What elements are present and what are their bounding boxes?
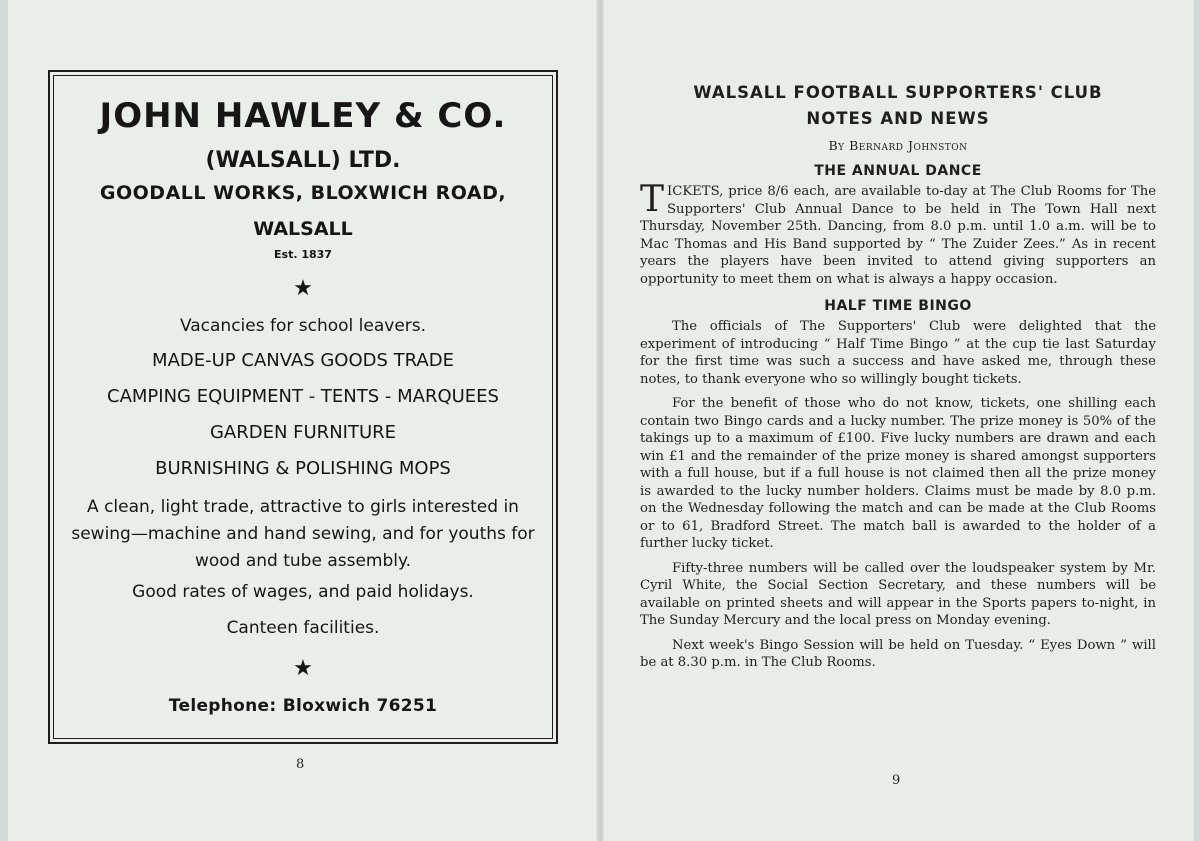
- article-header-line1: WALSALL FOOTBALL SUPPORTERS' CLUB: [693, 83, 1103, 102]
- section-title-half-time-bingo: HALF TIME BINGO: [824, 298, 972, 314]
- ad-line-vacancies: Vacancies for school leavers.: [179, 316, 427, 336]
- ad-line-camping: CAMPING EQUIPMENT - TENTS - MARQUEES: [107, 386, 499, 407]
- company-address: GOODALL WORKS, BLOXWICH ROAD,: [99, 182, 507, 204]
- section-annual-dance-text: [640, 179, 1156, 288]
- advertisement-inner: [53, 75, 553, 739]
- ad-line-canvas: MADE-UP CANVAS GOODS TRADE: [152, 350, 454, 371]
- company-town: WALSALL: [253, 218, 353, 240]
- annual-dance-paragraph: ICKETS, price 8/6 each, are available to-day at The Club Rooms for The Supporters' Club Annual Dance to be held in The Town Hall next Thursday, November 25th. Dancing, from 8.0 p.m. until 1.0 a.m. will be to Mac Thomas and His Band supported by “ The Zuider Zees.” As in recent years the players have been invited to attend giving supporters an opportunity to meet them on what is always a happy occasion.: [640, 184, 1156, 287]
- star-icon: ★: [293, 656, 313, 681]
- bingo-paragraph-1: The officials of The Supporters' Club were delighted that the experiment of introducing “ Half Time Bingo ” at the cup tie last Saturday for the first time was such a success and have asked me, through these notes, to thank everyone who so willingly bought tickets.: [640, 319, 1156, 387]
- ad-canteen: Canteen facilities.: [226, 618, 380, 638]
- star-icon: ★: [293, 276, 313, 301]
- page-number-left: 8: [296, 757, 305, 772]
- ad-line-mops: BURNISHING & POLISHING MOPS: [155, 458, 451, 479]
- left-page-edge: [0, 0, 8, 841]
- ad-description: A clean, light trade, attractive to girls interested in sewing—machine and hand sewing, and for youths for wood and tube assembly.: [71, 497, 535, 571]
- bingo-paragraph-2: For the benefit of those who do not know, tickets, one shilling each contain two Bingo cards and a lucky number. The prize money is 50% of the takings up to a maximum of £100. Five lucky numbers are drawn and each win £1 and the remainder of the prize money is shared amongst supporters with a full house, but if a full house is not claimed then all the prize money is awarded to the lucky number holders. Claims must be made by 8.0 p.m. on the Wednesday following the match and can be made at the Club Rooms or to 61, Bradford Street. The match ball is awarded to the holder of a further lucky ticket.: [640, 396, 1156, 551]
- right-page-edge: [1194, 0, 1200, 841]
- company-established: Est. 1837: [274, 248, 332, 261]
- page-number-right: 9: [892, 773, 901, 788]
- ad-wages: Good rates of wages, and paid holidays.: [132, 582, 474, 602]
- company-ltd: (WALSALL) LTD.: [205, 148, 401, 173]
- ad-telephone: Telephone: Bloxwich 76251: [168, 696, 438, 716]
- article-byline: By Bernard Johnston: [828, 138, 968, 153]
- company-name: JOHN HAWLEY & CO.: [99, 96, 507, 136]
- advertisement-box: [48, 70, 558, 744]
- article-header-line2: NOTES AND NEWS: [806, 109, 990, 128]
- bingo-paragraph-3: Fifty-three numbers will be called over the loudspeaker system by Mr. Cyril White, the Social Section Secretary, and these numbers will be available on printed sheets and will appear in the Sports papers to-night, in The Sunday Mercury and the local press on Monday evening.: [640, 560, 1156, 628]
- ad-line-garden: GARDEN FURNITURE: [209, 422, 397, 443]
- drop-cap: T: [640, 179, 665, 220]
- section-title-annual-dance: THE ANNUAL DANCE: [814, 163, 982, 179]
- article-column: [640, 80, 1156, 672]
- bingo-paragraph-4: Next week's Bingo Session will be held on Tuesday. “ Eyes Down ” will be at 8.30 p.m. in The Club Rooms.: [640, 637, 1156, 670]
